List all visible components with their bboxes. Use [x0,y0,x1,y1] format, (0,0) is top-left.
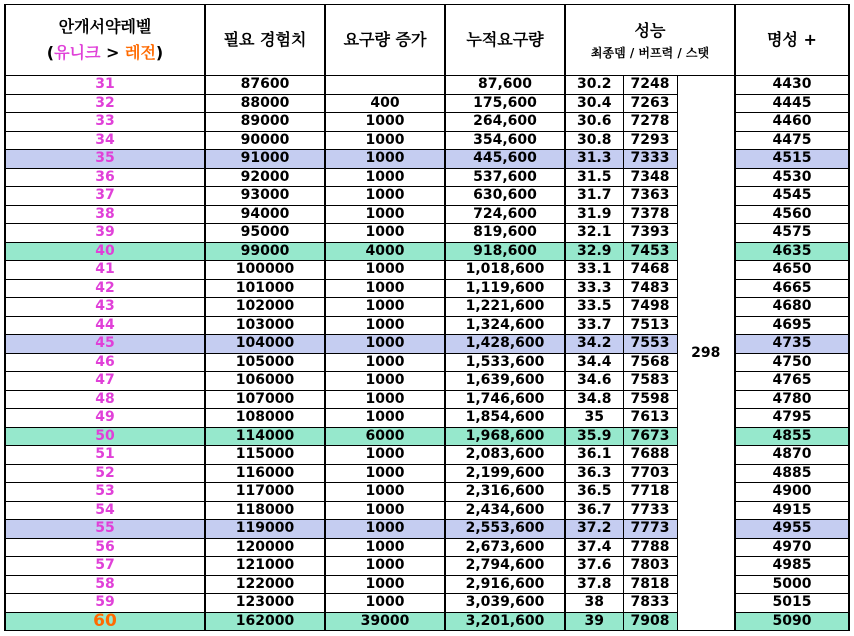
final-damage-cell: 33.7 [565,316,623,335]
cumulative-cell: 354,600 [445,131,565,150]
req-increase-cell: 1000 [325,224,445,243]
fame-cell: 4665 [735,279,849,298]
fame-cell: 4575 [735,224,849,243]
req-increase-cell: 1000 [325,261,445,280]
cumulative-cell: 2,316,600 [445,483,565,502]
buff-power-cell: 7378 [623,205,677,224]
buff-power-cell: 7583 [623,372,677,391]
buff-power-cell: 7263 [623,94,677,113]
final-damage-cell: 32.9 [565,242,623,261]
header-performance-sub: 최종뎀 / 버프력 / 스탯 [590,46,710,60]
fame-cell: 4750 [735,353,849,372]
fame-cell: 4530 [735,168,849,187]
buff-power-cell: 7453 [623,242,677,261]
cumulative-cell: 87,600 [445,76,565,95]
header-req-increase: 요구량 증가 [325,5,445,76]
level-cell: 32 [5,94,205,113]
cumulative-cell: 1,746,600 [445,390,565,409]
final-damage-cell: 33.5 [565,298,623,317]
fame-cell: 4885 [735,464,849,483]
header-level [5,5,205,76]
level-cell: 36 [5,168,205,187]
final-damage-cell: 34.2 [565,335,623,354]
header-fame: 명성 + [735,5,849,76]
req-increase-cell: 6000 [325,427,445,446]
cumulative-cell: 724,600 [445,205,565,224]
req-increase-cell: 1000 [325,298,445,317]
exp-required-cell: 93000 [205,187,325,206]
exp-required-cell: 120000 [205,538,325,557]
fame-cell: 4900 [735,483,849,502]
buff-power-cell: 7393 [623,224,677,243]
fame-cell: 5090 [735,612,849,631]
cumulative-cell: 1,221,600 [445,298,565,317]
exp-required-cell: 102000 [205,298,325,317]
req-increase-cell: 1000 [325,594,445,613]
req-increase-cell: 1000 [325,205,445,224]
buff-power-cell: 7468 [623,261,677,280]
stat-value-cell: 298 [677,76,735,631]
exp-required-cell: 87600 [205,76,325,95]
header-legend-label: 레전 [125,43,156,62]
cumulative-cell: 264,600 [445,113,565,132]
req-increase-cell: 1000 [325,520,445,539]
header-performance [565,5,735,76]
header-row [5,5,849,76]
req-increase-cell: 1000 [325,372,445,391]
buff-power-cell: 7703 [623,464,677,483]
final-damage-cell: 30.6 [565,113,623,132]
level-cell: 46 [5,353,205,372]
exp-required-cell: 162000 [205,612,325,631]
final-damage-cell: 39 [565,612,623,631]
req-increase-cell: 1000 [325,168,445,187]
exp-required-cell: 94000 [205,205,325,224]
cumulative-cell: 445,600 [445,150,565,169]
exp-required-cell: 90000 [205,131,325,150]
level-cell: 49 [5,409,205,428]
fame-cell: 4430 [735,76,849,95]
final-damage-cell: 30.4 [565,94,623,113]
exp-required-cell: 122000 [205,575,325,594]
cumulative-cell: 1,018,600 [445,261,565,280]
buff-power-cell: 7498 [623,298,677,317]
level-cell: 48 [5,390,205,409]
cumulative-cell: 1,533,600 [445,353,565,372]
buff-power-cell: 7733 [623,501,677,520]
cumulative-cell: 3,039,600 [445,594,565,613]
buff-power-cell: 7278 [623,113,677,132]
final-damage-cell: 37.6 [565,557,623,576]
cumulative-cell: 1,428,600 [445,335,565,354]
final-damage-cell: 35 [565,409,623,428]
fame-cell: 4460 [735,113,849,132]
level-cell: 31 [5,76,205,95]
final-damage-cell: 38 [565,594,623,613]
final-damage-cell: 34.8 [565,390,623,409]
exp-required-cell: 106000 [205,372,325,391]
final-damage-cell: 33.1 [565,261,623,280]
cumulative-cell: 2,916,600 [445,575,565,594]
cumulative-cell: 175,600 [445,94,565,113]
exp-required-cell: 116000 [205,464,325,483]
final-damage-cell: 35.9 [565,427,623,446]
req-increase-cell: 1000 [325,390,445,409]
cumulative-cell: 630,600 [445,187,565,206]
level-cell: 60 [5,612,205,631]
buff-power-cell: 7513 [623,316,677,335]
req-increase-cell: 1000 [325,501,445,520]
req-increase-cell: 4000 [325,242,445,261]
buff-power-cell: 7553 [623,335,677,354]
buff-power-cell: 7293 [623,131,677,150]
exp-required-cell: 100000 [205,261,325,280]
req-increase-cell: 1000 [325,483,445,502]
req-increase-cell: 1000 [325,150,445,169]
req-increase-cell: 1000 [325,187,445,206]
exp-required-cell: 101000 [205,279,325,298]
fame-cell: 4915 [735,501,849,520]
header-unique-label: 유니크 [54,43,101,62]
cumulative-cell: 2,434,600 [445,501,565,520]
buff-power-cell: 7688 [623,446,677,465]
buff-power-cell: 7363 [623,187,677,206]
req-increase-cell: 1000 [325,575,445,594]
exp-required-cell: 104000 [205,335,325,354]
req-increase-cell: 1000 [325,279,445,298]
exp-required-cell: 118000 [205,501,325,520]
exp-required-cell: 123000 [205,594,325,613]
header-level-subtitle: (유니크 > 레전) [46,43,164,62]
fame-cell: 4680 [735,298,849,317]
exp-required-cell: 121000 [205,557,325,576]
level-cell: 58 [5,575,205,594]
buff-power-cell: 7788 [623,538,677,557]
buff-power-cell: 7818 [623,575,677,594]
exp-required-cell: 114000 [205,427,325,446]
level-cell: 53 [5,483,205,502]
exp-required-cell: 105000 [205,353,325,372]
buff-power-cell: 7718 [623,483,677,502]
level-cell: 43 [5,298,205,317]
level-cell: 34 [5,131,205,150]
level-cell: 45 [5,335,205,354]
cumulative-cell: 2,083,600 [445,446,565,465]
final-damage-cell: 34.4 [565,353,623,372]
level-cell: 59 [5,594,205,613]
exp-required-cell: 119000 [205,520,325,539]
cumulative-cell: 537,600 [445,168,565,187]
buff-power-cell: 7613 [623,409,677,428]
cumulative-cell: 2,553,600 [445,520,565,539]
req-increase-cell: 1000 [325,538,445,557]
exp-required-cell: 88000 [205,94,325,113]
level-cell: 41 [5,261,205,280]
fame-cell: 5015 [735,594,849,613]
buff-power-cell: 7568 [623,353,677,372]
cumulative-cell: 2,794,600 [445,557,565,576]
cumulative-cell: 1,639,600 [445,372,565,391]
final-damage-cell: 36.3 [565,464,623,483]
fame-cell: 4780 [735,390,849,409]
buff-power-cell: 7483 [623,279,677,298]
buff-power-cell: 7908 [623,612,677,631]
buff-power-cell: 7673 [623,427,677,446]
level-cell: 38 [5,205,205,224]
final-damage-cell: 30.8 [565,131,623,150]
final-damage-cell: 37.8 [565,575,623,594]
buff-power-cell: 7333 [623,150,677,169]
req-increase-cell: 1000 [325,335,445,354]
final-damage-cell: 31.9 [565,205,623,224]
cumulative-cell: 3,201,600 [445,612,565,631]
level-cell: 56 [5,538,205,557]
fame-cell: 4735 [735,335,849,354]
level-cell: 50 [5,427,205,446]
final-damage-cell: 36.7 [565,501,623,520]
final-damage-cell: 36.5 [565,483,623,502]
fame-cell: 4955 [735,520,849,539]
cumulative-cell: 1,119,600 [445,279,565,298]
fame-cell: 4635 [735,242,849,261]
req-increase-cell [325,76,445,95]
level-cell: 40 [5,242,205,261]
cumulative-cell: 1,854,600 [445,409,565,428]
req-increase-cell: 1000 [325,316,445,335]
header-performance-title: 성능 [634,21,666,40]
fame-cell: 4560 [735,205,849,224]
final-damage-cell: 33.3 [565,279,623,298]
buff-power-cell: 7773 [623,520,677,539]
final-damage-cell: 32.1 [565,224,623,243]
req-increase-cell: 39000 [325,612,445,631]
exp-required-cell: 103000 [205,316,325,335]
req-increase-cell: 1000 [325,409,445,428]
exp-required-cell: 92000 [205,168,325,187]
exp-table [4,4,850,631]
level-cell: 42 [5,279,205,298]
fame-cell: 4985 [735,557,849,576]
req-increase-cell: 400 [325,94,445,113]
table-row [5,76,849,95]
level-cell: 52 [5,464,205,483]
cumulative-cell: 1,968,600 [445,427,565,446]
final-damage-cell: 31.5 [565,168,623,187]
header-level-title: 안개서약레벨 [58,17,152,36]
req-increase-cell: 1000 [325,131,445,150]
exp-required-cell: 99000 [205,242,325,261]
final-damage-cell: 31.3 [565,150,623,169]
fame-cell: 4970 [735,538,849,557]
exp-required-cell: 91000 [205,150,325,169]
level-cell: 39 [5,224,205,243]
final-damage-cell: 36.1 [565,446,623,465]
final-damage-cell: 37.2 [565,520,623,539]
buff-power-cell: 7248 [623,76,677,95]
req-increase-cell: 1000 [325,557,445,576]
cumulative-cell: 2,199,600 [445,464,565,483]
fame-cell: 4870 [735,446,849,465]
header-exp-required: 필요 경험치 [205,5,325,76]
fame-cell: 4765 [735,372,849,391]
final-damage-cell: 34.6 [565,372,623,391]
level-cell: 44 [5,316,205,335]
level-cell: 55 [5,520,205,539]
buff-power-cell: 7833 [623,594,677,613]
buff-power-cell: 7803 [623,557,677,576]
fame-cell: 4475 [735,131,849,150]
exp-required-cell: 89000 [205,113,325,132]
level-cell: 37 [5,187,205,206]
exp-required-cell: 95000 [205,224,325,243]
req-increase-cell: 1000 [325,113,445,132]
fame-cell: 4445 [735,94,849,113]
fame-cell: 4650 [735,261,849,280]
exp-table-body [5,76,849,631]
level-cell: 33 [5,113,205,132]
final-damage-cell: 31.7 [565,187,623,206]
header-cumulative: 누적요구량 [445,5,565,76]
req-increase-cell: 1000 [325,446,445,465]
level-cell: 47 [5,372,205,391]
level-cell: 54 [5,501,205,520]
exp-required-cell: 115000 [205,446,325,465]
exp-required-cell: 107000 [205,390,325,409]
fame-cell: 4795 [735,409,849,428]
buff-power-cell: 7598 [623,390,677,409]
level-cell: 57 [5,557,205,576]
cumulative-cell: 1,324,600 [445,316,565,335]
exp-required-cell: 108000 [205,409,325,428]
cumulative-cell: 819,600 [445,224,565,243]
final-damage-cell: 37.4 [565,538,623,557]
fame-cell: 4855 [735,427,849,446]
fame-cell: 5000 [735,575,849,594]
req-increase-cell: 1000 [325,353,445,372]
fame-cell: 4515 [735,150,849,169]
req-increase-cell: 1000 [325,464,445,483]
final-damage-cell: 30.2 [565,76,623,95]
level-cell: 35 [5,150,205,169]
fame-cell: 4695 [735,316,849,335]
cumulative-cell: 918,600 [445,242,565,261]
exp-required-cell: 117000 [205,483,325,502]
buff-power-cell: 7348 [623,168,677,187]
exp-table-container [4,4,850,631]
fame-cell: 4545 [735,187,849,206]
cumulative-cell: 2,673,600 [445,538,565,557]
level-cell: 51 [5,446,205,465]
